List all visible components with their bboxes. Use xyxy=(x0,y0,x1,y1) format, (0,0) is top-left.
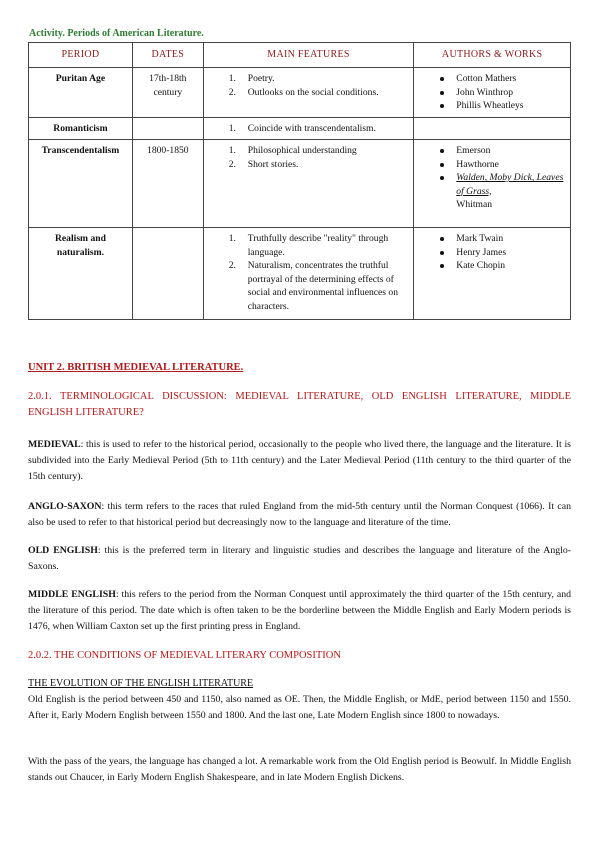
activity-title: Activity. Periods of American Literature. xyxy=(29,28,204,39)
features-cell xyxy=(203,228,414,320)
evolution-paragraph-1: Old English is the period between 450 and 1150, also named as OE. Then, the Middle English, or MdE, period between 1150 and 1550. After it, Early Modern English between 1550 and 1800. And the last one, Late Modern English since 1800 to nowadays. xyxy=(28,694,571,721)
period-cell: Puritan Age xyxy=(29,68,133,118)
term-paragraph-middle-english: MIDDLE ENGLISH: this refers to the period from the Norman Conquest until approximately the third quarter of the 15th century, and the literature of this period. The date which is often taken to be the borderline between the Middle English and Early Modern periods is 1476, when William Caxton set up the first printing press in England. xyxy=(28,589,572,632)
dates-cell: 17th-18th century xyxy=(132,68,203,118)
feature-item: 1. Coincide with transcendentalism. xyxy=(228,122,376,134)
dates-cell xyxy=(132,117,203,140)
dates-cell xyxy=(132,228,203,320)
table-row xyxy=(29,140,571,228)
evolution-paragraph-2: With the pass of the years, the language has changed a lot. A remarkable work from the Old English period is Beowulf. In Middle English stands out Chaucer, in Early Modern English Shakespeare, and in late Modern English Dickens. xyxy=(28,756,571,783)
header-dates: DATES xyxy=(132,43,203,68)
table-row xyxy=(29,228,571,320)
author-item: Phillis Wheatleys xyxy=(418,99,566,113)
author-item: Mark Twain xyxy=(418,232,566,246)
author-item: Kate Chopin xyxy=(418,259,566,273)
period-cell: Romanticism xyxy=(29,117,133,140)
feature-item: 2. Outlooks on the social conditions. xyxy=(228,86,379,98)
table-header-row xyxy=(29,43,571,68)
section-heading-2: 2.0.2. THE CONDITIONS OF MEDIEVAL LITERARY COMPOSITION xyxy=(28,650,341,661)
header-period: PERIOD xyxy=(29,43,133,68)
author-item: Henry James xyxy=(418,246,566,260)
feature-item: 1. Truthfully describe "reality" through language. xyxy=(228,233,389,258)
table-row xyxy=(29,68,571,118)
term-paragraph-medieval: MEDIEVAL: this is used to refer to the historical period, occasionally to the people who lived there, the language and the literature. It is subdivided into the Early Medieval Period (5th to 11th century) and the Later Medieval Period (11th century to the third quarter of the 15th century). xyxy=(28,439,571,482)
feature-item: 2. Short stories. xyxy=(228,158,299,170)
authors-cell xyxy=(414,228,571,320)
author-item: Cotton Mathers xyxy=(418,72,566,86)
authors-cell xyxy=(414,68,571,118)
features-cell xyxy=(203,140,414,228)
evolution-title: THE EVOLUTION OF THE ENGLISH LITERATURE xyxy=(28,678,254,689)
features-cell xyxy=(203,68,414,118)
feature-item: 1. Poetry. xyxy=(228,73,275,84)
header-main-features: MAIN FEATURES xyxy=(203,43,414,68)
authors-cell xyxy=(414,117,571,140)
term-name: MIDDLE ENGLISH xyxy=(28,589,116,600)
unit-title: UNIT 2. BRITISH MEDIEVAL LITERATURE. xyxy=(28,362,244,373)
period-cell: Transcendentalism xyxy=(29,140,133,228)
feature-item: 2. Naturalism, concentrates the truthful portrayal of the determining effects of social and environmental influences on characters. xyxy=(228,260,399,312)
works-author: Whitman xyxy=(456,199,492,210)
author-item: Hawthorne xyxy=(418,158,566,172)
term-paragraph-old-english: OLD ENGLISH: this is the preferred term in literary and linguistic studies and describes the language and literature of the Anglo-Saxons. xyxy=(28,545,572,572)
section-heading-1: 2.0.1. TERMINOLOGICAL DISCUSSION: MEDIEVAL LITERATURE, OLD ENGLISH LITERATURE, MIDDLE ENGLISH LITERATURE? xyxy=(28,391,571,418)
features-cell xyxy=(203,117,414,140)
author-item: Emerson xyxy=(418,144,566,158)
term-paragraph-anglo-saxon: ANGLO-SAXON: this term refers to the races that ruled England from the mid-5th century until the Norman Conquest (1066). It can also be used to refer to that historical period but decreasingly now to the language and literature of the time. xyxy=(28,501,571,528)
feature-item: 1. Philosophical understanding xyxy=(228,145,357,156)
dates-cell: 1800-1850 xyxy=(132,140,203,228)
author-item: John Winthrop xyxy=(418,86,566,100)
term-name: ANGLO-SAXON xyxy=(28,501,102,512)
works-item: Walden, Moby Dick, Leaves of Grass, xyxy=(418,171,566,198)
table-row xyxy=(29,117,571,140)
term-name: OLD ENGLISH xyxy=(28,545,98,556)
period-cell: Realism and naturalism. xyxy=(29,228,133,320)
authors-cell xyxy=(414,140,571,228)
periods-table xyxy=(28,42,571,320)
header-authors-works: AUTHORS & WORKS xyxy=(414,43,571,68)
term-name: MEDIEVAL xyxy=(28,439,81,450)
